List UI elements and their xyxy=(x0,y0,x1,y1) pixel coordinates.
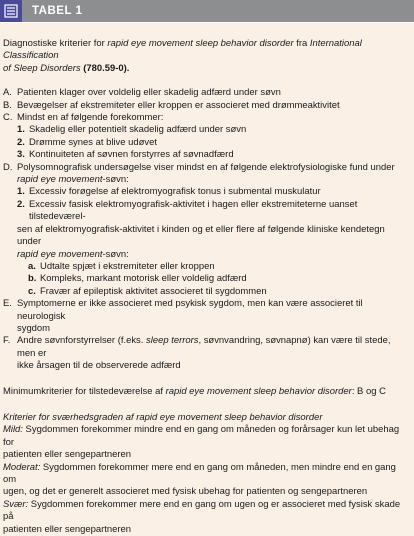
criterion-d: D. Polysomnografisk undersøgelse viser mindst en af følgende elektrofysiologiske fund under rapid eye movement-søvn: xyxy=(3,161,395,186)
table-title: TABEL 1 xyxy=(32,5,83,17)
criterion-d-item: 2. Excessiv fasisk elektromyografisk-aktivitet i hagen eller ekstremiteterne uanset tilstedeværel- xyxy=(17,198,358,223)
criterion-d-subitem: b. Kompleks, markant motorisk eller voldelig adfærd xyxy=(28,273,247,285)
severity-severe: Svær: Sygdommen forekommer mere end en gang om ugen og er associeret med fysisk skade på patienten eller sengepartneren xyxy=(3,498,401,535)
criterion-e: E. Symptomerne er ikke associeret med psykisk sygdom, men kan være associeret til neurologisk sygdom xyxy=(3,298,363,334)
criterion-f: F. Andre søvnforstyrrelser (f.eks. sleep terrors, søvnvandring, søvnapnø) kan være til stede, men er ikke årsagen til de observerede adfærd xyxy=(3,335,391,372)
criterion-d-subitem: c. Fravær af epileptisk aktivitet associeret til sygdommen xyxy=(28,285,267,297)
table-header xyxy=(0,0,414,23)
severity-moderate: Moderat: Sygdommen forekommer mere end en gang om måneden, men mindre end en gang om ugen, og det er generelt associeret med fysisk ubehag for patienten og sengepartneren xyxy=(3,461,396,498)
criterion-c-item: 1. Skadelig eller potentielt skadelig adfærd under søvn xyxy=(17,124,247,136)
minimum-criteria: Minimumkriterier for tilstedeværelse af rapid eye movement sleep behavior disorder: B og C xyxy=(3,385,386,397)
intro-paragraph: Diagnostiske kriterier for rapid eye movement sleep behavior disorder fra International Classification of Sleep Disorders (780.59-0). xyxy=(3,38,362,74)
criterion-d-subitem: a. Udtalte spjæt i ekstremiteter eller kroppen xyxy=(28,260,215,272)
document-list-icon xyxy=(0,0,22,22)
severity-heading: Kriterier for sværhedsgraden af rapid eye movement sleep behavior disorder xyxy=(3,411,323,423)
severity-mild: Mild: Sygdommen forekommer mindre end en gang om måneden og forårsager kun let ubehag for patienten eller sengepartneren xyxy=(3,424,400,461)
criterion-a: A. Patienten klager over voldelig eller skadelig adfærd under søvn xyxy=(3,87,281,99)
criterion-d-item-cont: sen af elektromyografisk-aktivitet i kinden og et eller flere af følgende kliniske kendetegn under rapid eye movement-søvn: xyxy=(17,223,385,260)
criterion-d-item: 1. Excessiv forøgelse af elektromyografisk tonus i submental muskulatur xyxy=(17,186,321,198)
table-content xyxy=(0,23,414,536)
criterion-c-item: 2. Drømme synes at blive udøvet xyxy=(17,136,157,148)
criterion-b: B. Bevægelser af ekstremiteter eller kroppen er associeret med drømmeaktivitet xyxy=(3,99,340,111)
criterion-c-item: 3. Kontinuiteten af søvnen forstyrres af søvnadfærd xyxy=(17,149,234,161)
criterion-c: C. Mindst en af følgende forekommer: xyxy=(3,112,164,124)
